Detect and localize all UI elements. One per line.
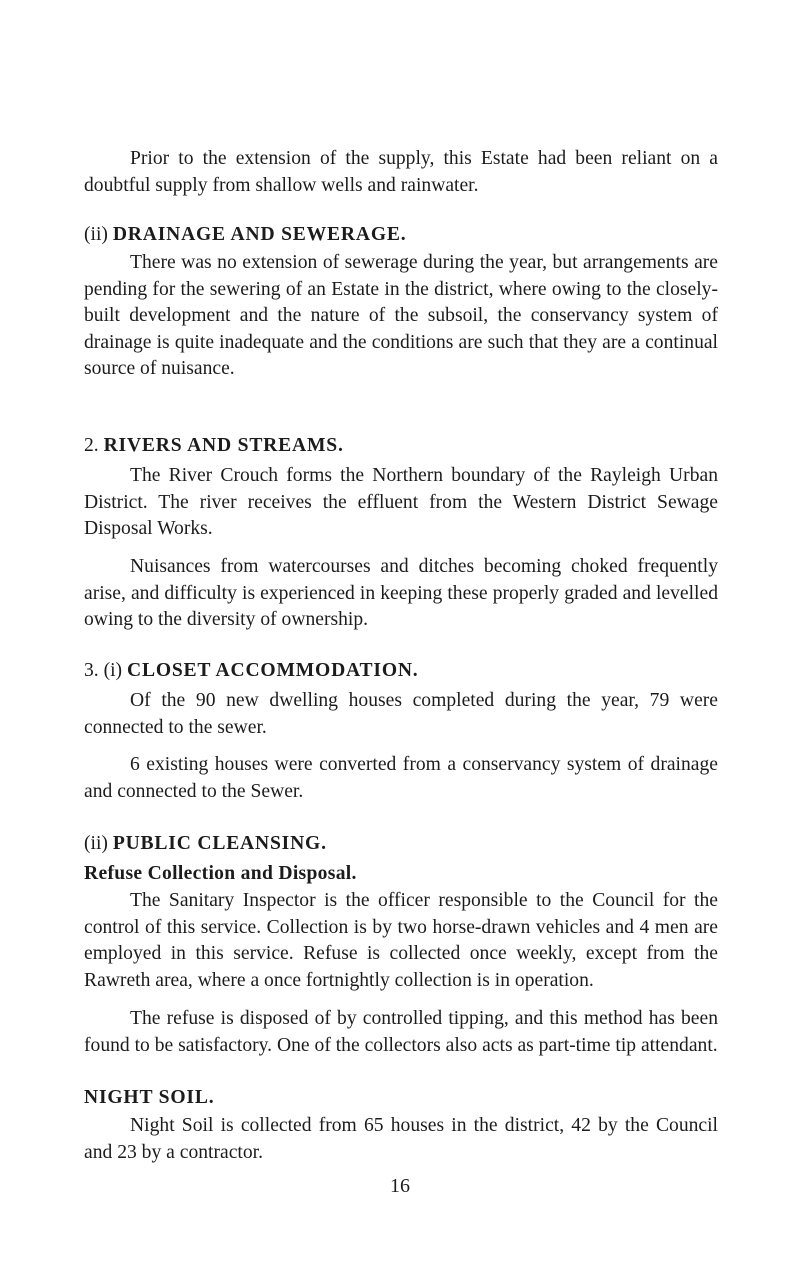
cleansing-number: (ii) — [84, 833, 108, 854]
page-number: 16 — [390, 1175, 410, 1197]
drainage-heading — [84, 222, 718, 249]
drainage-paragraph: There was no extension of sewerage during the year, but arrangements are pending for the sewering of an Estate in the district, where owing to the closely-built development and the nature of the subsoil, the conservancy system of drainage is quite inadequate and the conditions are such that they are a continual source of nuisance. — [84, 252, 718, 379]
cleansing-paragraph-1: The Sanitary Inspector is the officer responsible to the Council for the control of this service. Collection is by two horse-drawn vehicles and 4 men are employed in this service. Refuse is collected once weekly, except from the Rawreth area, where a once fortnightly collection is in operation. — [84, 890, 718, 991]
closet-paragraph-2: 6 existing houses were converted from a conservancy system of drainage and connected to the Sewer. — [84, 754, 718, 802]
rivers-paragraph-2: Nuisances from watercourses and ditches becoming choked frequently arise, and difficulty is experienced in keeping these properly graded and levelled owing to the diversity of ownership. — [84, 556, 718, 630]
nightsoil-title: NIGHT SOIL. — [84, 1087, 215, 1108]
cleansing-paragraph-2: The refuse is disposed of by controlled tipping, and this method has been found to be satisfactory. One of the collectors also acts as part-time tip attendant. — [84, 1008, 718, 1056]
cleansing-title: PUBLIC CLEANSING. — [112, 833, 327, 854]
closet-title: CLOSET ACCOMMODATION. — [127, 660, 419, 681]
drainage-number: (ii) — [84, 224, 108, 245]
rivers-number: 2. — [84, 435, 99, 456]
nightsoil-heading — [84, 1085, 718, 1112]
closet-paragraph-1: Of the 90 new dwelling houses completed during the year, 79 were connected to the sewer. — [84, 690, 718, 738]
cleansing-heading — [84, 831, 718, 858]
nightsoil-paragraph: Night Soil is collected from 65 houses in the district, 42 by the Council and 23 by a contractor. — [84, 1115, 718, 1163]
rivers-heading — [84, 433, 718, 460]
rivers-paragraph-1: The River Crouch forms the Northern boundary of the Rayleigh Urban District. The river receives the effluent from the Western District Sewage Disposal Works. — [84, 465, 718, 539]
rivers-title: RIVERS AND STREAMS. — [103, 435, 344, 456]
refuse-subheading: Refuse Collection and Disposal. — [84, 863, 357, 884]
intro-paragraph: Prior to the extension of the supply, this Estate had been reliant on a doubtful supply from shallow wells and rainwater. — [84, 148, 718, 196]
closet-heading — [84, 658, 718, 685]
closet-number: 3. (i) — [84, 660, 123, 681]
drainage-title: DRAINAGE AND SEWERAGE. — [112, 224, 407, 245]
